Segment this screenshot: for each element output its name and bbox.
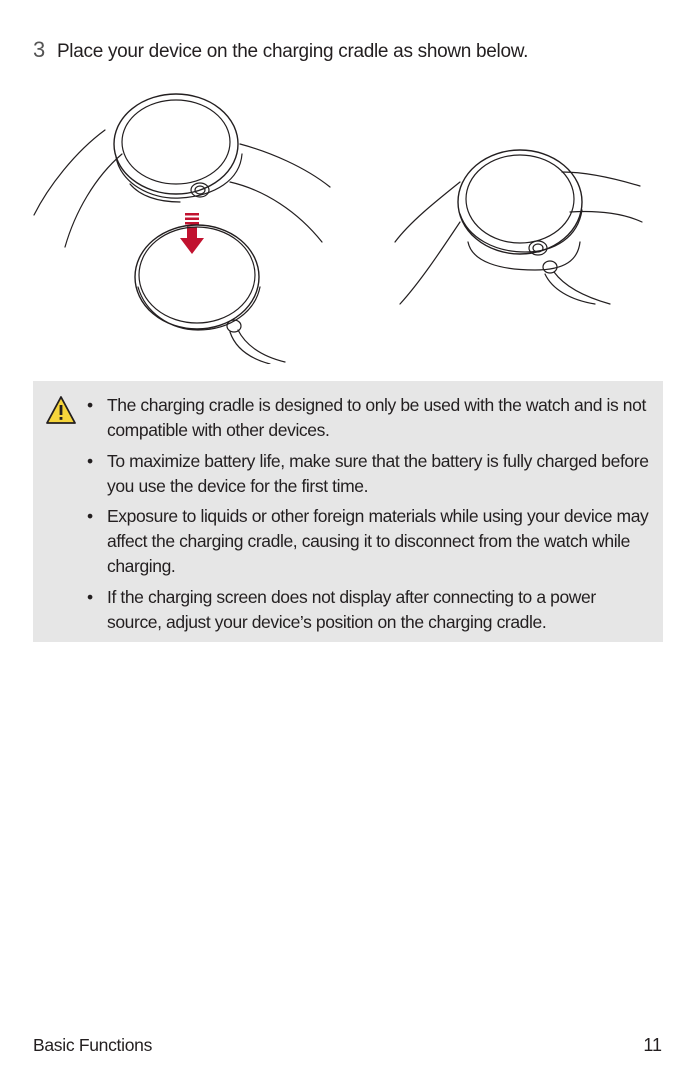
bullet: •	[87, 506, 93, 526]
caution-list	[85, 393, 653, 640]
watch-on-cradle-illustration	[395, 150, 642, 304]
watch-above-cradle-illustration	[34, 94, 330, 364]
caution-item	[85, 449, 653, 499]
caution-text: If the charging screen does not display after connecting to a power source, adjust your device’s position on the charging cradle.	[107, 586, 596, 632]
bullet: •	[87, 395, 93, 415]
caution-box	[33, 381, 663, 642]
page-number: 11	[643, 1035, 662, 1055]
bullet: •	[87, 586, 93, 607]
caution-text: The charging cradle is designed to only be used with the watch and is not compatible with other devices.	[107, 395, 646, 440]
step-number: 3	[33, 37, 45, 62]
step-instruction	[33, 36, 653, 66]
caution-item	[85, 393, 653, 443]
down-arrow-icon	[180, 213, 204, 254]
caution-item	[85, 585, 653, 635]
caution-text: To maximize battery life, make sure that the battery is fully charged before you use the device for the first time.	[107, 450, 649, 496]
footer-section-title: Basic Functions	[33, 1035, 153, 1055]
caution-text: Exposure to liquids or other foreign materials while using your device may affect the charging cradle, causing it to disconnect from the watch while charging.	[107, 506, 649, 576]
warning-triangle-icon	[45, 395, 77, 425]
caution-item	[85, 504, 653, 579]
step-text: Place your device on the charging cradle as shown below.	[56, 41, 529, 62]
bullet: •	[87, 450, 93, 471]
charging-illustration	[30, 82, 650, 364]
